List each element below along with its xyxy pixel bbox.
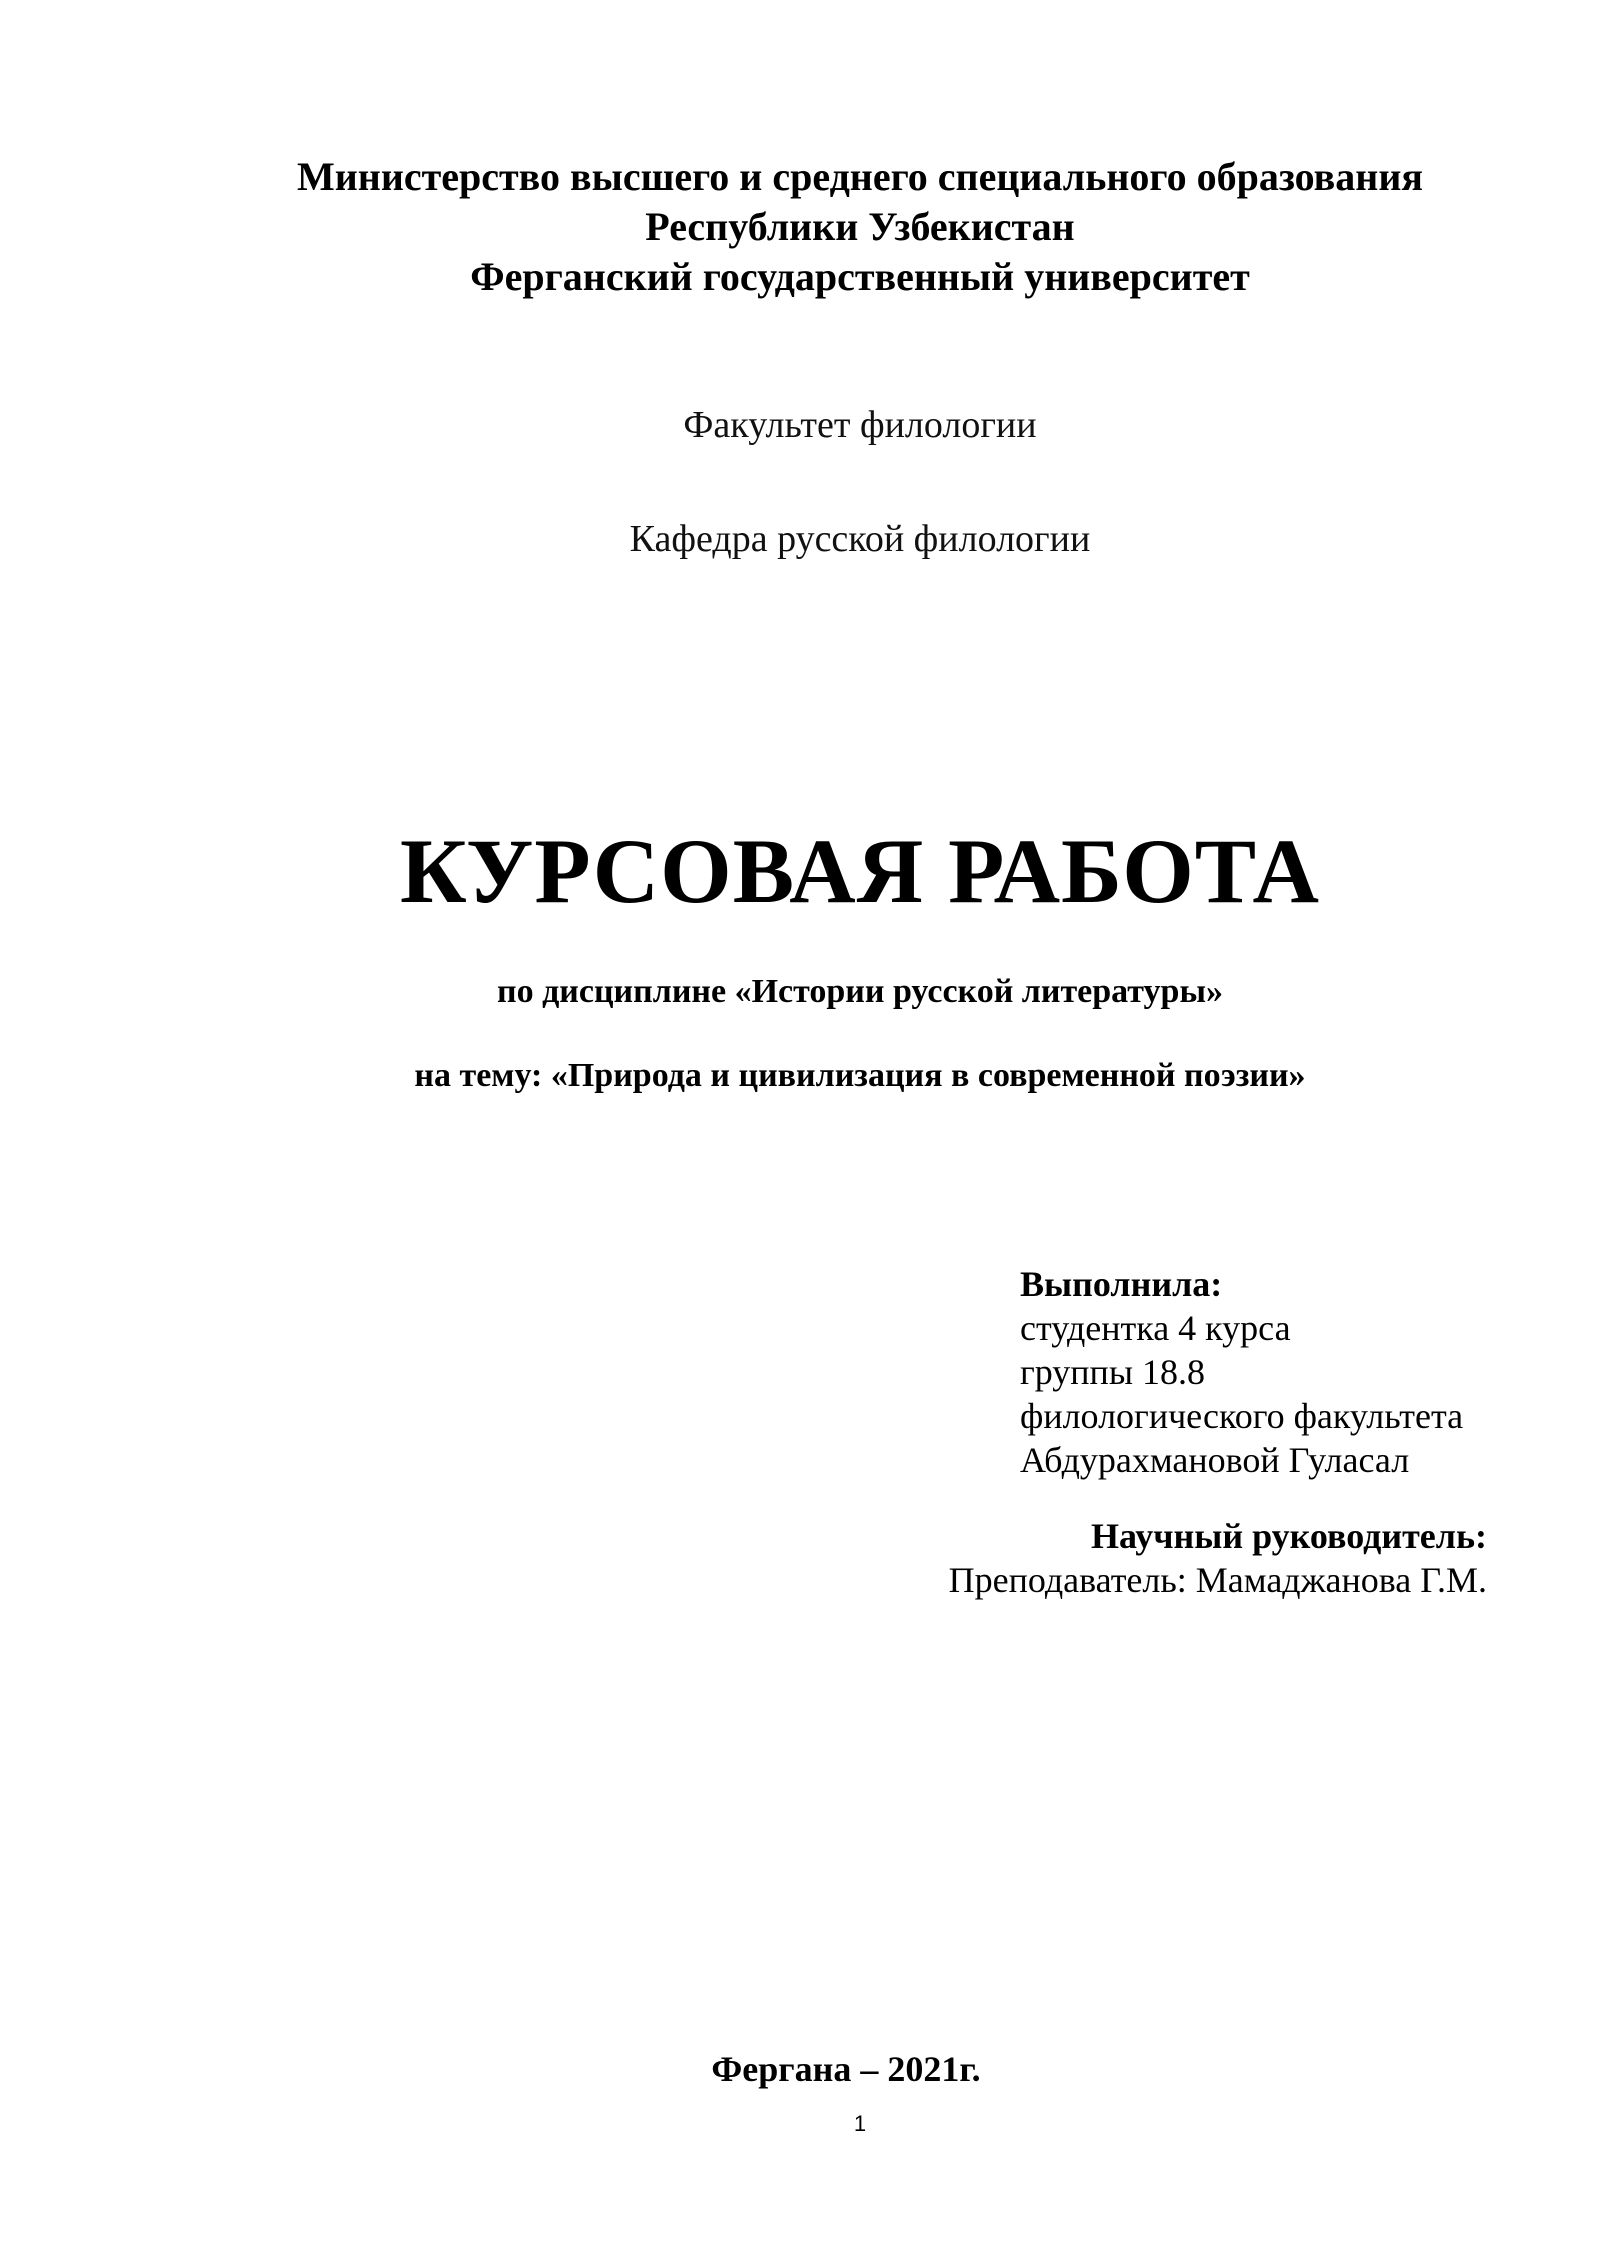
document-title: КУРСОВАЯ РАБОТА bbox=[400, 820, 1320, 922]
department-name: Кафедра русской филологии bbox=[629, 518, 1091, 560]
author-name: Абдурахмановой Гуласал bbox=[1020, 1440, 1410, 1480]
ministry-line-1: Министерство высшего и среднего специального образования bbox=[296, 154, 1423, 199]
university-name: Ферганский государственный университет bbox=[470, 254, 1250, 299]
author-label: Выполнила: bbox=[1020, 1264, 1223, 1304]
author-block bbox=[1020, 1262, 1463, 1482]
author-course: студентка 4 курса bbox=[1020, 1308, 1291, 1348]
author-faculty: филологического факультета bbox=[1020, 1396, 1464, 1436]
supervisor-name: Преподаватель: Мамаджанова Г.М. bbox=[948, 1560, 1487, 1600]
faculty-name: Факультет филологии bbox=[683, 404, 1037, 446]
author-group: группы 18.8 bbox=[1020, 1352, 1206, 1392]
supervisor-block bbox=[949, 1514, 1487, 1602]
topic-line: на тему: «Природа и цивилизация в современной поэзии» bbox=[414, 1057, 1306, 1094]
page-number: 1 bbox=[853, 2111, 867, 2136]
ministry-line-2: Республики Узбекистан bbox=[645, 204, 1075, 249]
supervisor-label: Научный руководитель: bbox=[1091, 1516, 1487, 1556]
discipline-line: по дисциплине «Истории русской литературы» bbox=[497, 973, 1223, 1010]
city-year: Фергана – 2021г. bbox=[711, 2049, 981, 2089]
